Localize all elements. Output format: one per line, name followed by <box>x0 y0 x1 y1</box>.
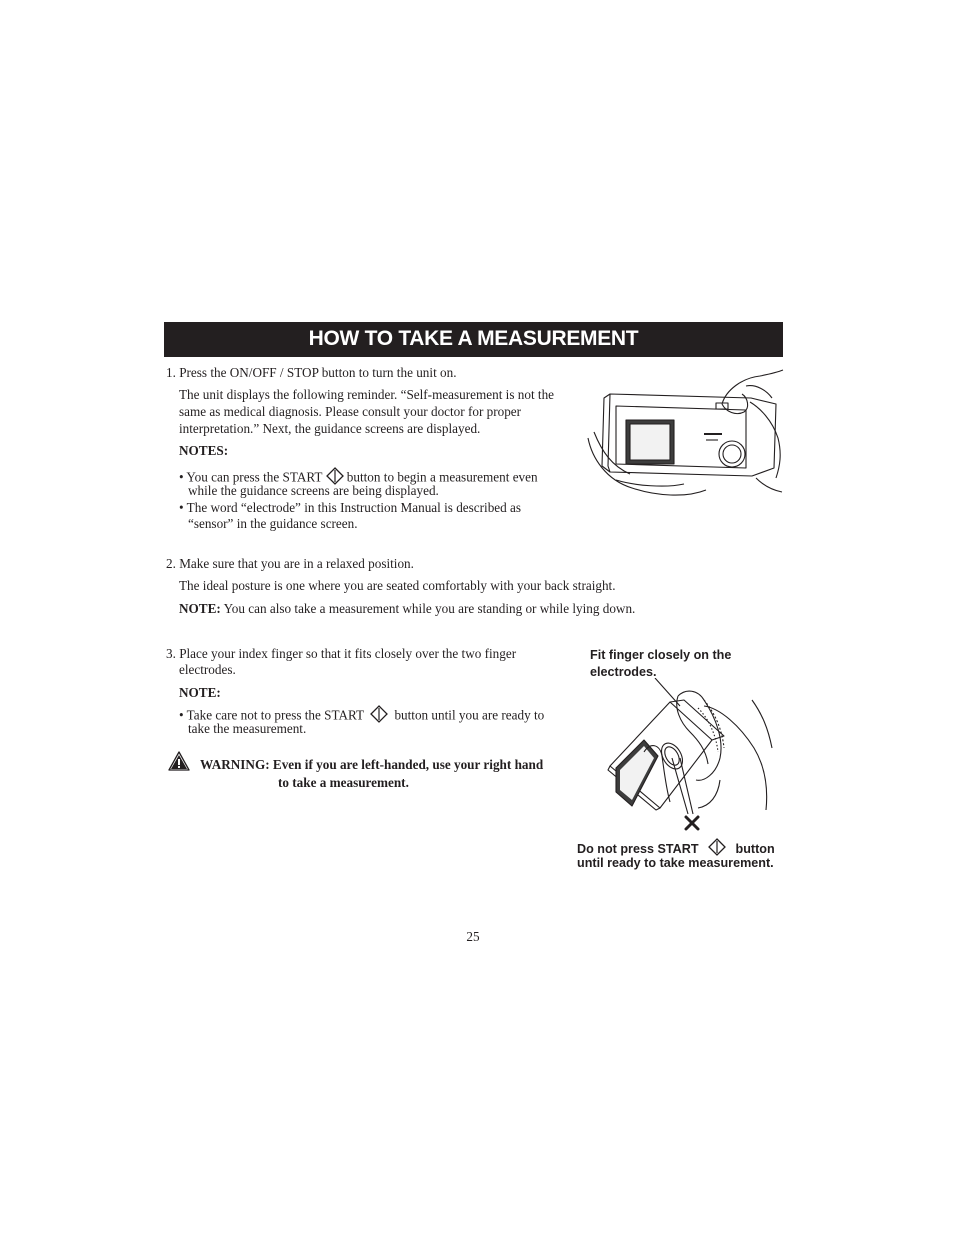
warning-label: WARNING: <box>200 757 270 772</box>
finger-on-electrodes-illustration <box>600 678 775 838</box>
step-2-instruction: 2. Make sure that you are in a relaxed position. <box>166 556 414 571</box>
step-3-instruction: 3. Place your index finger so that it fits closely over the two finger <box>166 646 517 661</box>
page-number: 25 <box>466 929 480 944</box>
note-heading: NOTE: <box>179 685 221 700</box>
note-bullet-1-text: button to begin a measurement even <box>346 469 538 485</box>
do-not-press-text: Do not press START <box>577 841 699 856</box>
step-1-para-line: interpretation.” Next, the guidance screens are displayed. <box>179 421 481 436</box>
step-1-para-line: same as medical diagnosis. Please consult your doctor for proper <box>179 404 522 419</box>
section-banner <box>164 322 783 357</box>
note-label: NOTE: <box>179 601 221 616</box>
step-3-note-text: • Take care not to press the START <box>179 707 364 723</box>
warning-message: Even if you are left-handed, use your right hand <box>272 757 544 772</box>
fit-finger-caption: Fit finger closely on the <box>590 648 732 662</box>
note-text: You can also take a measurement while you are standing or while lying down. <box>223 601 636 616</box>
note-bullet-2: • The word “electrode” in this Instruction Manual is described as <box>179 500 522 515</box>
step-2-para: The ideal posture is one where you are seated comfortably with your back straight. <box>179 578 616 593</box>
step-1-para-line: The unit displays the following reminder. “Self-measurement is not the <box>179 387 555 402</box>
device-in-hands-illustration <box>586 368 784 502</box>
do-not-press-text: button <box>735 841 775 856</box>
note-bullet-1-cont: while the guidance screens are being displayed. <box>188 483 439 498</box>
step-3-instruction-cont: electrodes. <box>179 662 236 677</box>
note-bullet-2-cont: “sensor” in the guidance screen. <box>188 516 358 531</box>
warning-text <box>200 757 543 774</box>
fit-finger-caption-cont: electrodes. <box>590 665 657 679</box>
step-2-note <box>179 601 635 618</box>
page-title: HOW TO TAKE A MEASUREMENT <box>308 327 639 350</box>
step-1-instruction: 1. Press the ON/OFF / STOP button to turn the unit on. <box>166 365 457 380</box>
start-button-icon <box>370 705 388 728</box>
note-bullet-1-text: • You can press the START <box>179 469 323 485</box>
do-not-x-icon <box>684 815 700 836</box>
warning-icon <box>168 751 190 776</box>
warning-message-cont: to take a measurement. <box>278 775 409 790</box>
notes-heading: NOTES: <box>179 443 229 458</box>
step-3-note-bullet-cont: take the measurement. <box>188 721 307 736</box>
do-not-press-caption-cont: until ready to take measurement. <box>577 856 774 870</box>
step-3-note-text: button until you are ready to <box>394 707 545 723</box>
